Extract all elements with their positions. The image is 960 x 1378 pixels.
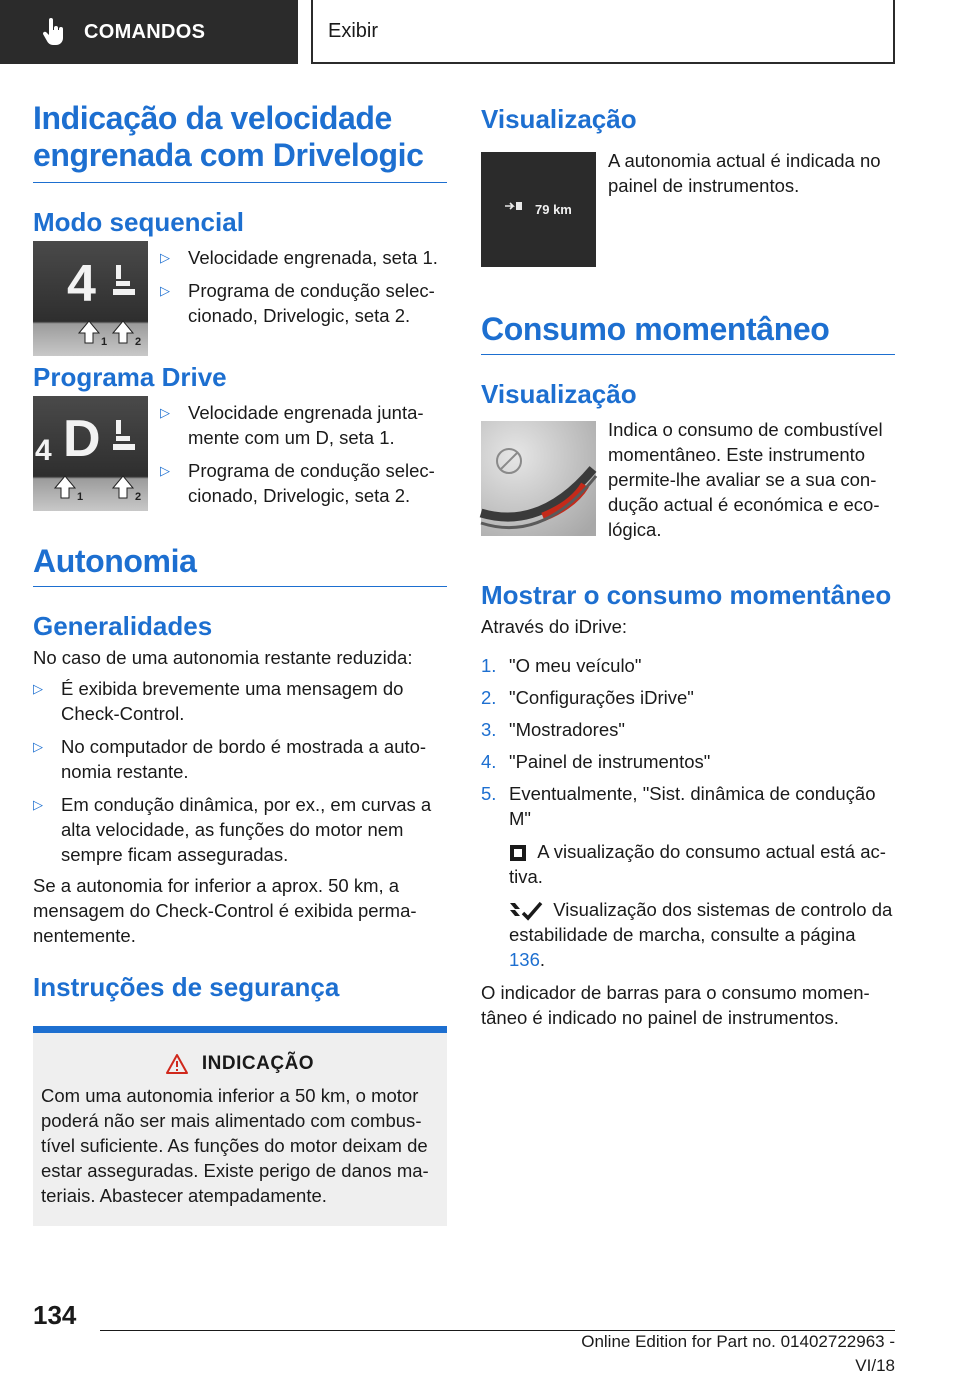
list-item [33, 792, 447, 867]
triangle-bullet-icon: ▷ [160, 250, 170, 265]
section-title-gear-indication: Indicação da velocidade engrenada com Drivelogic [33, 100, 447, 183]
triangle-bullet-icon: ▷ [160, 463, 170, 478]
triangle-bullet-icon: ▷ [160, 283, 170, 298]
triangle-bullet-icon: ▷ [33, 797, 43, 812]
section-title-consumo: Consumo momentâneo [481, 311, 895, 355]
step-number: 2. [481, 687, 497, 708]
left-column [33, 100, 447, 1226]
right-column [481, 100, 895, 1030]
heading-generalidades: Generalidades [33, 611, 213, 641]
heading-sequential-mode: Modo sequencial [33, 207, 244, 237]
drive-program-block [33, 396, 447, 511]
edition-note: Online Edition for Part no. 01402722963 - VI/18 [581, 1332, 895, 1375]
sequential-mode-list [160, 241, 447, 328]
step-item [481, 749, 895, 774]
drive-program-figure [33, 396, 148, 511]
heading-visualizacao-2: Visualização [481, 379, 637, 409]
list-item-text: Programa de condução seleccionado, Drivelogic, seta 2. [188, 280, 435, 326]
mostrar-intro: Através do iDrive: [481, 616, 627, 637]
tab-exibir[interactable] [311, 0, 895, 64]
list-item-text: É exibida brevemente uma mensagem do Check-Control. [61, 678, 404, 724]
heading-visualizacao: Visualização [481, 104, 637, 134]
triangle-bullet-icon: ▷ [33, 739, 43, 754]
list-item-text: No computador de bordo é mostrada a autonomia restante. [61, 736, 427, 782]
range-description [608, 152, 895, 198]
consumption-outro: O indicador de barras para o consumo momentâneo é indicado no painel de instrumentos. [481, 982, 870, 1028]
square-indicator-icon [509, 844, 527, 862]
notice-text: Com uma autonomia inferior a 50 km, o motor poderá não ser mais alimentado com combustível suficiente. As funções do motor deixam de estar asseguradas. Existe perigo de danos materiais. Abastecer atempadamente. [41, 1085, 429, 1206]
consumption-description-text: Indica o consumo de combustível momentâneo. Este instrumento permite-lhe avaliar se a sua condução actual é económica e ecológica. [608, 419, 883, 540]
step-text: Eventualmente, "Sist. dinâmica de condução M" [509, 783, 876, 829]
step5-note-stability [481, 897, 895, 972]
step5-note-stability-end: . [539, 949, 546, 970]
consumption-description [608, 421, 895, 542]
page-number: 134 [33, 1300, 77, 1330]
range-display-block [481, 152, 895, 267]
step-text: "Configurações iDrive" [509, 687, 694, 708]
generalidades-outro: Se a autonomia for inferior a aprox. 50 km, a mensagem do Check-Control é exibida permanentemente. [33, 875, 417, 946]
step5-note-active-text: A visualização do consumo actual está activa. [509, 841, 886, 887]
chapter-tab-bar [0, 0, 960, 66]
triangle-bullet-icon: ▷ [33, 681, 43, 696]
generalidades-intro: No caso de uma autonomia restante reduzida: [33, 647, 413, 668]
stability-check-icon [509, 901, 543, 921]
step-item [481, 781, 895, 831]
arrow-1-label: 1 [77, 491, 84, 503]
arrow-1-label: 1 [101, 336, 108, 348]
list-item-text: Em condução dinâmica, por ex., em curvas a alta velocidade, as funções do motor nem sempre ficam asseguradas. [61, 794, 432, 865]
step-text: "Mostradores" [509, 719, 625, 740]
heading-safety: Instruções de segurança [33, 972, 340, 1002]
range-display-illustration [481, 152, 596, 267]
gear-letter: D [63, 410, 101, 468]
drive-display-illustration [33, 396, 148, 511]
step-text: "O meu veículo" [509, 655, 642, 676]
arrow-2-label: 2 [135, 491, 142, 503]
list-item-text: Velocidade engrenada juntamente com um D, seta 1. [188, 402, 424, 448]
pointing-hand-icon [40, 18, 66, 46]
tab-exibir-label: Exibir [328, 19, 379, 42]
tab-comandos[interactable] [0, 0, 298, 64]
list-item-text: Velocidade engrenada, seta 1. [188, 247, 438, 268]
notice-header [41, 1053, 439, 1075]
range-display-figure [481, 152, 596, 267]
step-text: "Painel de instrumentos" [509, 751, 711, 772]
list-item [160, 245, 447, 270]
steps-list [481, 653, 895, 831]
sequential-display-illustration [33, 241, 148, 356]
tab-comandos-label: COMANDOS [84, 20, 206, 43]
warning-triangle-icon [166, 1054, 188, 1074]
list-item [33, 734, 447, 784]
page-reference-link[interactable]: 136 [509, 949, 540, 970]
gear-digit: 4 [67, 255, 96, 313]
step5-note-active [481, 839, 895, 889]
step-item [481, 653, 895, 678]
list-item [160, 278, 447, 328]
consumption-gauge-figure [481, 421, 596, 536]
arrow-2-label: 2 [135, 336, 142, 348]
notice-box [33, 1026, 447, 1226]
range-description-text: A autonomia actual é indicada no painel de instrumentos. [608, 150, 881, 196]
step-number: 5. [481, 783, 497, 804]
list-item-text: Programa de condução seleccionado, Drivelogic, seta 2. [188, 460, 435, 506]
gear-digit-small: 4 [35, 434, 52, 467]
heading-mostrar-consumo: Mostrar o consumo momentâneo [481, 580, 892, 610]
step-number: 1. [481, 655, 497, 676]
list-item [33, 676, 447, 726]
consumption-gauge-illustration [481, 421, 596, 536]
drive-program-list [160, 396, 447, 508]
step-item [481, 717, 895, 742]
step5-note-stability-text: Visualização dos sistemas de controlo da estabilidade de marcha, consulte a página [509, 899, 893, 945]
step-number: 4. [481, 751, 497, 772]
sequential-mode-block [33, 241, 447, 356]
range-value: 79 km [535, 202, 572, 217]
step-item [481, 685, 895, 710]
notice-title: INDICAÇÃO [201, 1053, 315, 1074]
section-title-autonomia: Autonomia [33, 543, 447, 587]
triangle-bullet-icon: ▷ [160, 405, 170, 420]
heading-drive-program: Programa Drive [33, 362, 227, 392]
list-item [160, 400, 447, 450]
step-number: 3. [481, 719, 497, 740]
consumption-display-block [481, 421, 895, 542]
list-item [160, 458, 447, 508]
fuel-pump-icon [516, 202, 522, 210]
sequential-mode-figure [33, 241, 148, 356]
